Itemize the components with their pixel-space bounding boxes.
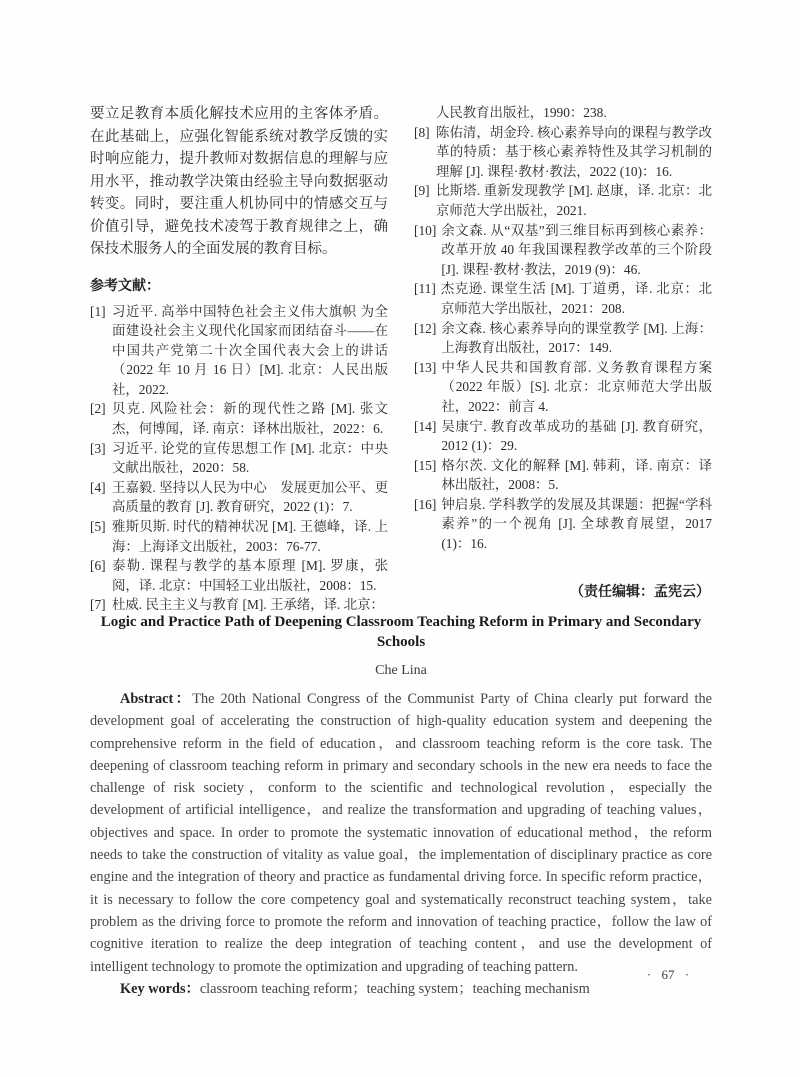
reference-text: 中华人民共和国教育部. 义务教育课程方案（2022 年版）[S]. 北京：北京师范大学出版社，2022：前言 4. — [441, 359, 712, 414]
reference-text: 比斯塔. 重新发现教学 [M]. 赵康，译. 北京：北京师范大学出版社，2021. — [436, 183, 712, 218]
reference-text: 人民教育出版社，1990：238. — [436, 105, 607, 120]
reference-number: [5] — [90, 519, 106, 535]
reference-item — [414, 456, 712, 495]
reference-text: 王嘉毅. 坚持以人民为中心 发展更加公平、更高质量的教育 [J]. 教育研究，2022 (1)：7. — [112, 479, 388, 515]
left-column — [90, 103, 388, 615]
editor-note: （责任编辑：孟宪云） — [570, 584, 710, 600]
reference-item — [414, 358, 712, 417]
reference-item — [414, 123, 712, 182]
reference-number: [14] — [414, 418, 437, 434]
reference-item — [90, 302, 388, 400]
reference-text: 格尔茨. 文化的解释 [M]. 韩莉，译. 南京：译林出版社，2008：5. — [441, 457, 712, 493]
reference-item — [414, 279, 712, 318]
reference-text: 余文森. 从“双基”到三维目标再到核心素养：改革开放 40 年我国课程教学改革的三个阶段 [J]. 课程·教材·教法，2019 (9)：46. — [441, 222, 712, 277]
reference-text: 杜威. 民主主义与教育 [M]. 王承绪，译. 北京： — [112, 597, 384, 613]
keywords-text: classroom teaching reform；teaching system；teaching mechanism — [199, 980, 590, 997]
reference-text: 习近平. 论党的宣传思想工作 [M]. 北京：中央文献出版社，2020：58. — [112, 440, 388, 476]
keywords-label: Key words： — [120, 980, 200, 997]
reference-number: [13] — [414, 359, 437, 375]
reference-number: [15] — [414, 457, 437, 473]
reference-item — [90, 478, 388, 517]
reference-number: [3] — [90, 440, 106, 456]
reference-item — [414, 181, 712, 220]
reference-number: [9] — [414, 183, 430, 199]
reference-item — [414, 221, 712, 280]
reference-number: [8] — [414, 124, 430, 140]
reference-item — [414, 319, 712, 358]
references-list-right — [414, 103, 712, 554]
reference-number: [1] — [90, 303, 106, 319]
page-number: · 67 · — [646, 967, 690, 982]
reference-number: [6] — [90, 558, 106, 574]
reference-text: 吴康宁. 教育改革成功的基础 [J]. 教育研究，2012 (1)：29. — [441, 418, 712, 454]
abstract-text: The 20th National Congress of the Communist Party of China clearly put forward the development goal of accelerating the construction of high-quality education system and deepening the comprehensive reform in the field of education，and classroom teaching reform is the core task. The deepening of classroom teaching reform in primary and secondary schools in the new era needs to face the challenge of risk society，conform to the scientific and technological revolution，especially the development of artificial intelligence，and realize the transformation and upgrading of teaching values，objectives and space. In order to promote the systematic innovation of educational method，the reform needs to take the construction of vitality as value goal，the implementation of disciplinary practice as core engine and the integration of theory and practice as fundamental driving force. In specific reform practice，it is necessary to follow the core competency goal and systematically reconstruct teaching system，take problem as the driving force to promote the reform and innovation of teaching practice，follow the law of cognitive iteration to realize the deep integration of teaching content，and use the development of intelligent technology to promote the optimization and upgrading of teaching pattern. — [90, 691, 712, 975]
reference-text: 泰勒. 课程与教学的基本原理 [M]. 罗康，张阅，译. 北京：中国轻工业出版社，2008：15. — [112, 558, 388, 593]
reference-text: 杰克逊. 课堂生活 [M]. 丁道勇，译. 北京：北京师范大学出版社，2021：208. — [440, 281, 712, 316]
reference-text: 余文森. 核心素养导向的课堂教学 [M]. 上海：上海教育出版社，2017：149. — [441, 320, 712, 356]
reference-text: 钟启泉. 学科教学的发展及其课题：把握“学科素养”的一个视角 [J]. 全球教育展望，2017 (1)：16. — [441, 496, 712, 552]
reference-text: 习近平. 高举中国特色社会主义伟大旗帜 为全面建设社会主义现代化国家而团结奋斗——在中国共产党第二十次全国代表大会上的讲话（2022 年 10 月 16 日）[M]. 北京：人民出版社，2022. — [112, 303, 388, 397]
references-heading: 参考文献： — [90, 278, 160, 294]
reference-item — [90, 399, 388, 438]
reference-text: 雅斯贝斯. 时代的精神状况 [M]. 王德峰，译. 上海：上海译文出版社，2003：76-77. — [112, 519, 388, 554]
reference-number — [414, 103, 431, 123]
reference-text: 陈佑清，胡金玲. 核心素养导向的课程与教学改革的特质：基于核心素养特性及其学习机制的理解 [J]. 课程·教材·教法，2022 (10)：16. — [436, 124, 712, 179]
reference-item — [90, 517, 388, 556]
reference-number: [12] — [414, 320, 437, 336]
reference-number: [10] — [414, 222, 437, 238]
reference-item — [414, 417, 712, 456]
reference-item — [414, 495, 712, 554]
reference-item — [90, 556, 388, 595]
english-title: Logic and Practice Path of Deepening Classroom Teaching Reform in Primary and Secondary Schools — [100, 614, 702, 650]
reference-text: 贝克. 风险社会：新的现代性之路 [M]. 张文杰，何博闻，译. 南京：译林出版社，2022：6. — [112, 401, 388, 437]
reference-item — [414, 103, 712, 123]
reference-number: [2] — [90, 401, 106, 417]
references-list-left — [90, 302, 388, 616]
reference-number: [16] — [414, 496, 437, 512]
english-abstract-section — [90, 612, 712, 1000]
reference-number: [4] — [90, 479, 106, 495]
right-column — [414, 103, 712, 615]
author-name: Che Lina — [375, 663, 427, 678]
two-column-area — [90, 103, 712, 615]
reference-number: [7] — [90, 597, 106, 613]
abstract-label: Abstract： — [120, 691, 193, 707]
reference-number: [11] — [414, 281, 436, 297]
reference-item — [90, 439, 388, 478]
body-paragraph: 要立足教育本质化解技术应用的主客体矛盾。在此基础上，应强化智能系统对教学反馈的实时响应能力，提升教师对数据信息的理解与应用水平，推动教学决策由经验主导向数据驱动转变。同时，要注重人机协同中的情感交互与价值引导，避免技术凌驾于教育规律之上，确保技术服务人的全面发展的教育目标。 — [90, 106, 388, 257]
abstract-paragraph — [90, 688, 712, 978]
